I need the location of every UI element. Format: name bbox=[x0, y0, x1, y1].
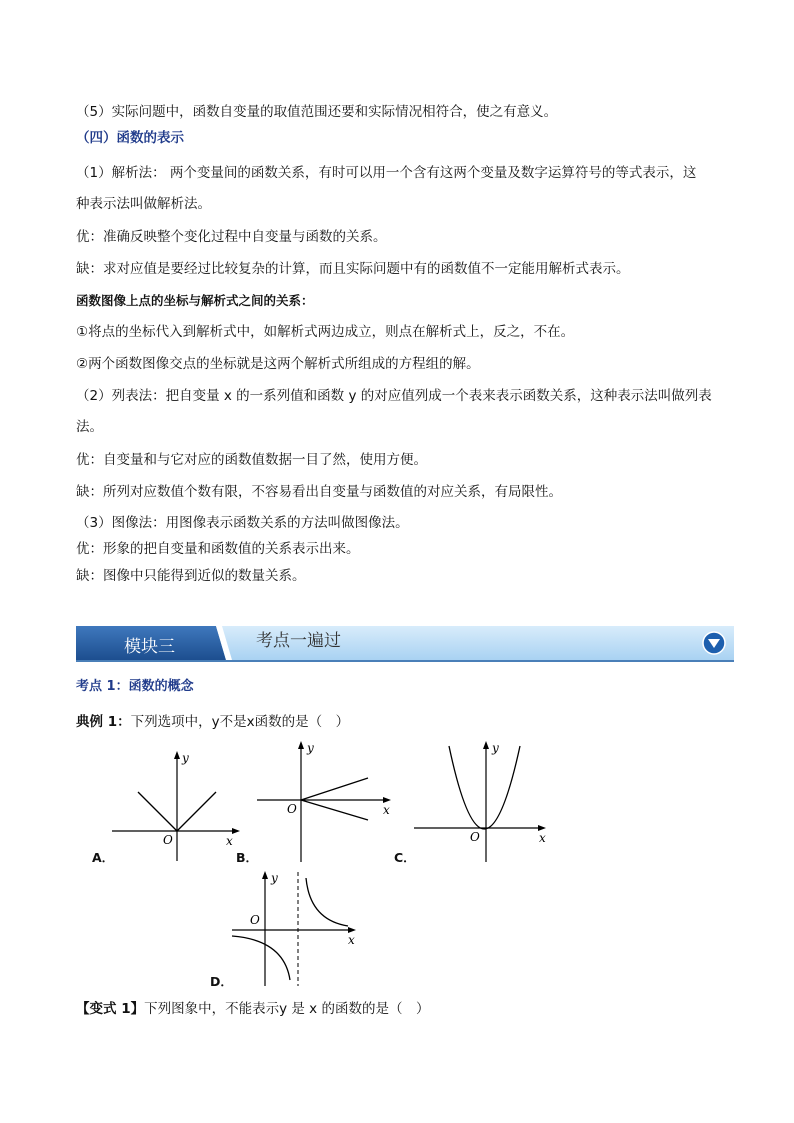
text-line: 缺：图像中只能得到近似的数量关系。 bbox=[76, 568, 306, 584]
x-axis-label: x bbox=[383, 803, 390, 817]
graph-c bbox=[412, 738, 552, 862]
origin-label: O bbox=[163, 833, 173, 847]
example-label: 典例 1： bbox=[76, 714, 131, 730]
text-line: （3）图像法：用图像表示函数关系的方法叫做图像法。 bbox=[76, 515, 409, 531]
banner-module-label: 模块三 bbox=[124, 637, 175, 657]
text-line: 种表示法叫做解析法。 bbox=[76, 196, 211, 212]
origin-label: O bbox=[287, 802, 297, 816]
y-axis-label: y bbox=[307, 741, 314, 755]
text-line: ②两个函数图像交点的坐标就是这两个解析式所组成的方程组的解。 bbox=[76, 356, 480, 372]
text-line: 优：准确反映整个变化过程中自变量与函数的关系。 bbox=[76, 229, 387, 245]
banner-title: 考点一遍过 bbox=[256, 631, 341, 651]
y-axis-label: y bbox=[492, 741, 499, 755]
y-axis-label: y bbox=[271, 871, 278, 885]
graph-d bbox=[228, 868, 368, 990]
text-line: （2）列表法：把自变量 x 的一系列值和函数 y 的对应值列成一个表来表示函数关系，这种表示法叫做列表 bbox=[76, 388, 712, 404]
text-line: ①将点的坐标代入到解析式中，如解析式两边成立，则点在解析式上，反之，不在。 bbox=[76, 324, 575, 340]
text-line-bold: 函数图像上点的坐标与解析式之间的关系： bbox=[76, 293, 314, 308]
text-line: 缺：求对应值是要经过比较复杂的计算，而且实际问题中有的函数值不一定能用解析式表示。 bbox=[76, 261, 630, 277]
variant-label: 【变式 1】 bbox=[76, 1001, 145, 1017]
module-banner bbox=[76, 626, 734, 660]
option-c-label: C． bbox=[394, 850, 416, 865]
option-b-label: B． bbox=[236, 850, 259, 865]
option-d-label: D． bbox=[210, 974, 233, 989]
option-a-label: A． bbox=[92, 850, 115, 865]
example-text: 下列选项中，y不是x函数的是（ ） bbox=[130, 714, 350, 730]
chevron-down-circle-icon bbox=[702, 631, 726, 655]
text-line: 法。 bbox=[76, 419, 103, 435]
origin-label: O bbox=[250, 913, 260, 927]
variant-text: 下列图象中，不能表示y 是 x 的函数的是（ ） bbox=[144, 1001, 430, 1017]
x-axis-label: x bbox=[226, 834, 233, 848]
text-line: 优：形象的把自变量和函数值的关系表示出来。 bbox=[76, 541, 360, 557]
x-axis-label: x bbox=[348, 933, 355, 947]
text-line: 缺：所列对应数值个数有限，不容易看出自变量与函数值的对应关系，有局限性。 bbox=[76, 484, 562, 500]
graph-a bbox=[108, 748, 243, 862]
graph-b bbox=[255, 738, 400, 862]
text-line: （5）实际问题中，函数自变量的取值范围还要和实际情况相符合，使之有意义。 bbox=[76, 104, 558, 120]
text-line: （1）解析法： 两个变量间的函数关系，有时可以用一个含有这两个变量及数字运算符号的等式表示，这 bbox=[76, 165, 697, 181]
kaodian-heading: 考点 1：函数的概念 bbox=[76, 679, 194, 694]
text-line: 优：自变量和与它对应的函数值数据一目了然，使用方便。 bbox=[76, 452, 427, 468]
section-heading: （四）函数的表示 bbox=[76, 130, 184, 146]
origin-label: O bbox=[470, 830, 480, 844]
variant-question bbox=[76, 1000, 429, 1018]
y-axis-label: y bbox=[182, 751, 189, 765]
example-question bbox=[76, 713, 349, 731]
x-axis-label: x bbox=[539, 831, 546, 845]
